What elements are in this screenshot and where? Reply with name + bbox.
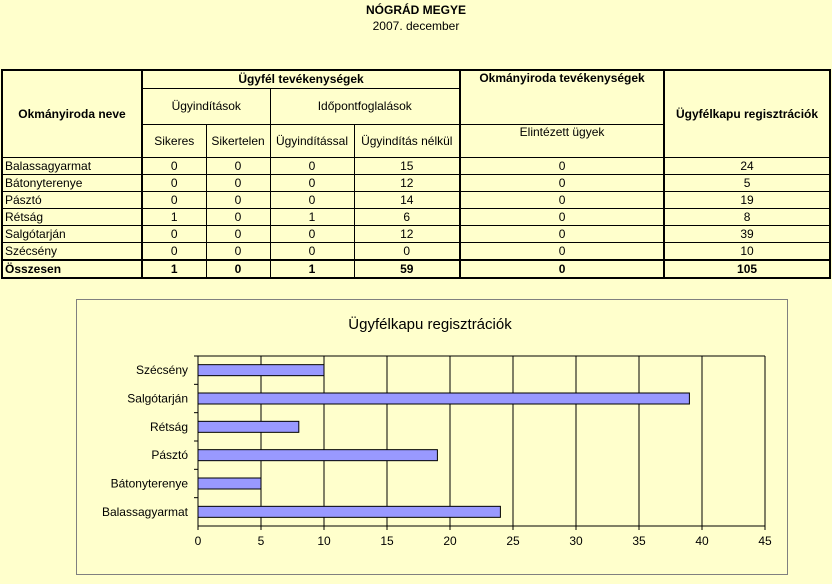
header-success: Sikeres: [142, 124, 206, 157]
value-cell: 0: [460, 157, 664, 174]
value-cell: 0: [206, 225, 270, 242]
value-cell: 1: [270, 208, 354, 225]
value-cell: 6: [354, 208, 460, 225]
page-title: NÓGRÁD MEGYE: [365, 3, 466, 17]
value-cell: 0: [206, 191, 270, 208]
value-cell: 1: [270, 260, 354, 278]
table-row: [2, 208, 830, 225]
header-initiations: Ügyindítások: [142, 88, 270, 124]
header-handled: Elintézett ügyek: [460, 124, 664, 157]
value-cell: 12: [354, 174, 460, 191]
value-cell: 12: [354, 225, 460, 242]
statistics-table: [1, 69, 831, 279]
header-without-init: Ügyindítás nélkül: [354, 124, 460, 157]
value-cell: 0: [460, 174, 664, 191]
value-cell: 0: [142, 174, 206, 191]
value-cell: 0: [142, 157, 206, 174]
value-cell: 59: [354, 260, 460, 278]
table-row: [2, 157, 830, 174]
value-cell: 5: [664, 174, 830, 191]
x-tick-label: 10: [317, 534, 331, 548]
header-with-init: Ügyindítással: [270, 124, 354, 157]
value-cell: 0: [206, 174, 270, 191]
category-label: Salgótarján: [127, 391, 188, 406]
value-cell: 10: [664, 242, 830, 260]
office-name-cell: Rétság: [2, 208, 142, 225]
value-cell: 0: [142, 242, 206, 260]
bar: [198, 450, 437, 461]
bar: [198, 478, 261, 489]
value-cell: 39: [664, 225, 830, 242]
table-row: [2, 174, 830, 191]
value-cell: 0: [270, 242, 354, 260]
value-cell: 8: [664, 208, 830, 225]
value-cell: 1: [142, 208, 206, 225]
x-tick-label: 30: [569, 534, 583, 548]
category-label: Rétság: [149, 419, 188, 434]
office-name-cell: Bátonyterenye: [2, 174, 142, 191]
header-registrations: Ügyfélkapu regisztrációk: [664, 70, 830, 157]
value-cell: 0: [142, 225, 206, 242]
total-row: [2, 260, 830, 278]
bar: [198, 365, 324, 376]
value-cell: 0: [270, 225, 354, 242]
value-cell: 19: [664, 191, 830, 208]
category-label: Bátonyterenye: [110, 476, 188, 491]
category-label: Balassagyarmat: [101, 504, 188, 519]
value-cell: 0: [460, 225, 664, 242]
x-tick-label: 15: [380, 534, 394, 548]
bar: [198, 393, 689, 404]
x-tick-label: 35: [632, 534, 646, 548]
page-subtitle: 2007. december: [372, 19, 460, 33]
category-label: Pásztó: [151, 448, 188, 463]
value-cell: 0: [270, 191, 354, 208]
bar: [198, 506, 500, 517]
x-tick-label: 5: [257, 534, 265, 548]
value-cell: 0: [460, 260, 664, 278]
x-tick-label: 25: [506, 534, 520, 548]
value-cell: 1: [142, 260, 206, 278]
chart-area: [76, 299, 788, 575]
value-cell: 0: [460, 191, 664, 208]
value-cell: 0: [354, 242, 460, 260]
x-tick-label: 40: [695, 534, 709, 548]
value-cell: 0: [460, 208, 664, 225]
office-name-cell: Balassagyarmat: [2, 157, 142, 174]
header-office-activities: Okmányiroda tevékenységek: [460, 70, 664, 124]
chart-title: Ügyfélkapu regisztrációk: [348, 316, 512, 333]
table-row: [2, 225, 830, 242]
header-office-name: Okmányiroda neve: [2, 70, 142, 157]
value-cell: 0: [270, 157, 354, 174]
office-name-cell: Szécsény: [2, 242, 142, 260]
table-body: [2, 157, 830, 278]
plot-area: [102, 356, 772, 548]
table-row: [2, 242, 830, 260]
registrations-bar-chart: [77, 300, 787, 574]
value-cell: 24: [664, 157, 830, 174]
value-cell: 105: [664, 260, 830, 278]
value-cell: 15: [354, 157, 460, 174]
header-client-activities: Ügyfél tevékenységek: [142, 70, 460, 88]
x-tick-label: 45: [758, 534, 772, 548]
header-bookings: Időpontfoglalások: [270, 88, 460, 124]
x-tick-label: 20: [443, 534, 457, 548]
office-name-cell: Összesen: [2, 260, 142, 278]
table-row: [2, 191, 830, 208]
value-cell: 0: [460, 242, 664, 260]
plot-background: [198, 356, 765, 526]
value-cell: 14: [354, 191, 460, 208]
category-label: Szécsény: [135, 363, 188, 378]
x-tick-label: 0: [194, 534, 202, 548]
office-name-cell: Pásztó: [2, 191, 142, 208]
office-name-cell: Salgótarján: [2, 225, 142, 242]
value-cell: 0: [206, 157, 270, 174]
value-cell: 0: [142, 191, 206, 208]
value-cell: 0: [270, 174, 354, 191]
value-cell: 0: [206, 208, 270, 225]
header-fail: Sikertelen: [206, 124, 270, 157]
bar: [198, 421, 299, 432]
value-cell: 0: [206, 242, 270, 260]
value-cell: 0: [206, 260, 270, 278]
